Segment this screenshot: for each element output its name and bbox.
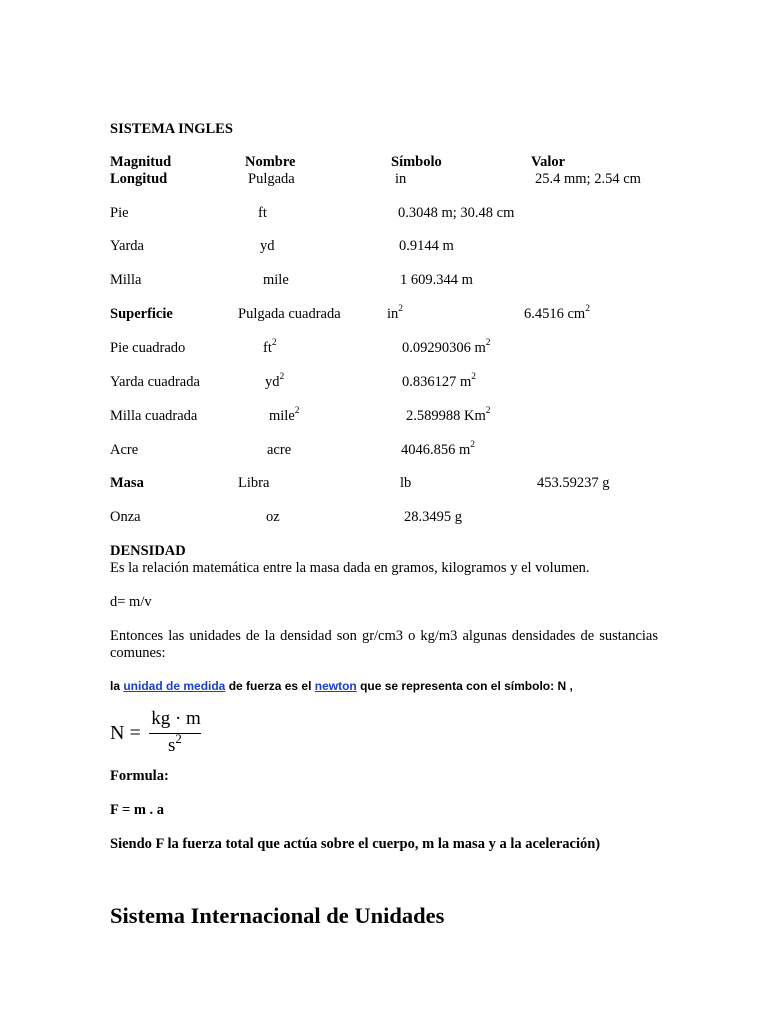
value-exponent: 2 bbox=[471, 372, 477, 383]
table-row-value: 453.59237 g bbox=[537, 475, 610, 491]
value-text: 2.589988 Km bbox=[406, 408, 486, 424]
table-row-symbol: yd bbox=[260, 238, 275, 254]
force-formula: F = m . a bbox=[110, 802, 165, 818]
table-row-magnitude: Pie cuadrado bbox=[110, 340, 186, 356]
density-heading: DENSIDAD bbox=[110, 543, 186, 559]
table-row-value bbox=[401, 442, 475, 459]
table-row-magnitude: Superficie bbox=[110, 306, 173, 322]
table-row-magnitude: Yarda bbox=[110, 238, 144, 254]
symbol-exponent: 2 bbox=[279, 372, 285, 383]
header-valor: Valor bbox=[531, 154, 566, 170]
table-row-value: 28.3495 g bbox=[404, 509, 462, 525]
symbol-text: mile bbox=[269, 408, 295, 424]
denominator-exponent: 2 bbox=[175, 730, 182, 746]
table-row-symbol: mile bbox=[263, 272, 289, 288]
table-row-value bbox=[406, 408, 491, 425]
table-row-value bbox=[402, 374, 476, 391]
newton-link[interactable]: newton bbox=[314, 679, 357, 693]
section-heading: Sistema Internacional de Unidades bbox=[110, 903, 445, 928]
table-row-magnitude: Milla bbox=[110, 272, 142, 288]
value-exponent: 2 bbox=[485, 406, 491, 417]
unidad-de-medida-link[interactable]: unidad de medida bbox=[123, 679, 226, 693]
symbol-text: ft bbox=[263, 340, 272, 356]
table-row-symbol bbox=[269, 408, 300, 425]
newton-text-mid: de fuerza es el bbox=[225, 679, 315, 693]
table-row-symbol bbox=[263, 340, 277, 357]
table-row-symbol: lb bbox=[400, 475, 412, 491]
table-row-symbol: acre bbox=[267, 442, 292, 458]
newton-definition bbox=[110, 678, 573, 695]
formula-explanation: Siendo F la fuerza total que actúa sobre el cuerpo, m la masa y a la aceleración) bbox=[110, 836, 601, 852]
newton-text-pre: la bbox=[110, 679, 124, 693]
table-row-value: 25.4 mm; 2.54 cm bbox=[535, 171, 641, 187]
table-row-magnitude: Onza bbox=[110, 509, 141, 525]
table-row-magnitude: Masa bbox=[110, 475, 144, 491]
value-exponent: 2 bbox=[485, 338, 491, 349]
table-row-magnitude: Milla cuadrada bbox=[110, 408, 198, 424]
table-row-name: Pulgada cuadrada bbox=[238, 306, 341, 322]
value-exponent: 2 bbox=[585, 304, 590, 315]
density-formula: d= m/v bbox=[110, 594, 152, 610]
value-exponent: 2 bbox=[470, 440, 476, 451]
value-text: 6.4516 cm bbox=[524, 306, 586, 322]
table-row-symbol: oz bbox=[266, 509, 280, 525]
symbol-exponent: 2 bbox=[398, 304, 404, 315]
table-row-symbol bbox=[265, 374, 284, 391]
table-row-symbol: in bbox=[395, 171, 407, 187]
symbol-exponent: 2 bbox=[271, 338, 277, 349]
equation-denominator bbox=[168, 730, 182, 757]
table-row-name: Libra bbox=[238, 475, 270, 491]
table-row-magnitude: Pie bbox=[110, 205, 129, 221]
page-title: SISTEMA INGLES bbox=[110, 121, 233, 137]
value-text: 4046.856 m bbox=[401, 442, 471, 458]
equation-numerator: kg · m bbox=[151, 708, 201, 729]
table-row-symbol bbox=[387, 306, 403, 323]
header-simbolo: Símbolo bbox=[391, 154, 442, 170]
header-magnitud: Magnitud bbox=[110, 154, 172, 170]
equation-lhs: N = bbox=[110, 722, 141, 744]
formula-label: Formula: bbox=[110, 768, 169, 784]
table-row-symbol: ft bbox=[258, 205, 267, 221]
table-row-value: 1 609.344 m bbox=[400, 272, 473, 288]
header-nombre: Nombre bbox=[245, 154, 296, 170]
newton-text-post: que se representa con el símbolo: N , bbox=[356, 679, 573, 693]
table-row-magnitude: Acre bbox=[110, 442, 139, 458]
density-definition: Es la relación matemática entre la masa dada en gramos, kilogramos y el volumen. bbox=[110, 560, 590, 576]
density-units-paragraph: Entonces las unidades de la densidad son gr/cm3 o kg/m3 algunas densidades de sustancias comunes: bbox=[110, 628, 658, 661]
table-row-name: Pulgada bbox=[248, 171, 295, 187]
table-row-value bbox=[402, 340, 491, 357]
value-text: 0.09290306 m bbox=[402, 340, 486, 356]
symbol-exponent: 2 bbox=[294, 406, 300, 417]
table-row-value: 0.9144 m bbox=[399, 238, 454, 254]
symbol-text: in bbox=[387, 306, 399, 322]
denominator-text: s bbox=[168, 735, 176, 756]
symbol-text: yd bbox=[265, 374, 280, 390]
table-row-value: 0.3048 m; 30.48 cm bbox=[398, 205, 515, 221]
table-row-value bbox=[524, 306, 590, 323]
value-text: 0.836127 m bbox=[402, 374, 472, 390]
table-row-magnitude: Longitud bbox=[110, 171, 168, 187]
table-row-magnitude: Yarda cuadrada bbox=[110, 374, 200, 390]
